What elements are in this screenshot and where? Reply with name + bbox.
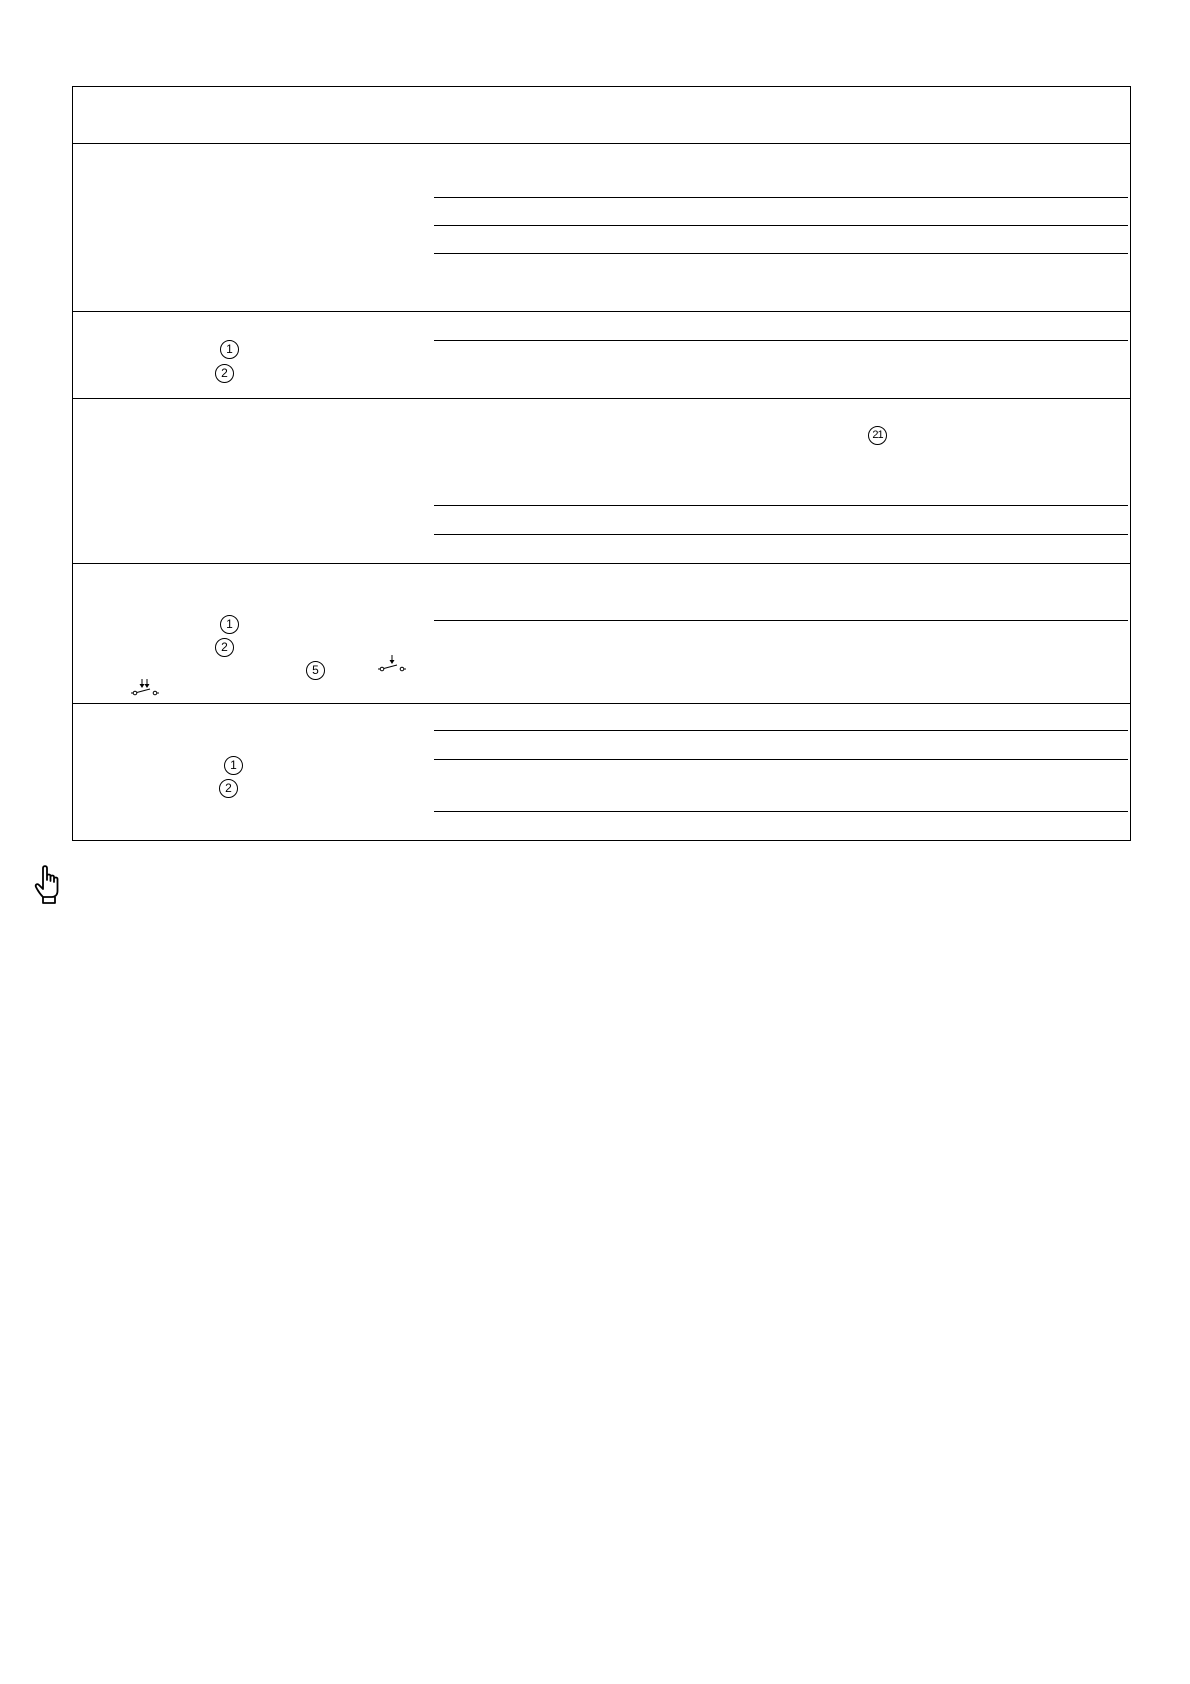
row-divider-3 bbox=[73, 398, 1130, 399]
switch-single-arrow-icon bbox=[378, 655, 406, 673]
row1-subdivider-2 bbox=[434, 225, 1128, 226]
circled-number-5: 5 bbox=[306, 661, 325, 680]
circled-number-21: 21 bbox=[868, 426, 887, 445]
pointing-hand-icon bbox=[34, 864, 66, 904]
header-divider bbox=[73, 143, 1130, 144]
row-divider-5 bbox=[73, 703, 1130, 704]
row-divider-2 bbox=[73, 311, 1130, 312]
row1-subdivider-3 bbox=[434, 253, 1128, 254]
row5-subdivider-1 bbox=[434, 730, 1128, 731]
circled-number-1: 1 bbox=[220, 340, 239, 359]
row3-subdivider-2 bbox=[434, 534, 1128, 535]
circled-number-2: 2 bbox=[215, 638, 234, 657]
circled-number-2: 2 bbox=[219, 779, 238, 798]
row-divider-4 bbox=[73, 563, 1130, 564]
row4-subdivider-1 bbox=[434, 620, 1128, 621]
switch-double-arrow-icon bbox=[131, 679, 159, 697]
circled-number-1: 1 bbox=[220, 615, 239, 634]
row1-subdivider-1 bbox=[434, 197, 1128, 198]
instruction-table bbox=[72, 86, 1131, 841]
row5-subdivider-2 bbox=[434, 759, 1128, 760]
row2-subdivider-1 bbox=[434, 340, 1128, 341]
row5-subdivider-3 bbox=[434, 811, 1128, 812]
circled-number-2: 2 bbox=[215, 364, 234, 383]
row3-subdivider-1 bbox=[434, 505, 1128, 506]
circled-number-1: 1 bbox=[224, 756, 243, 775]
